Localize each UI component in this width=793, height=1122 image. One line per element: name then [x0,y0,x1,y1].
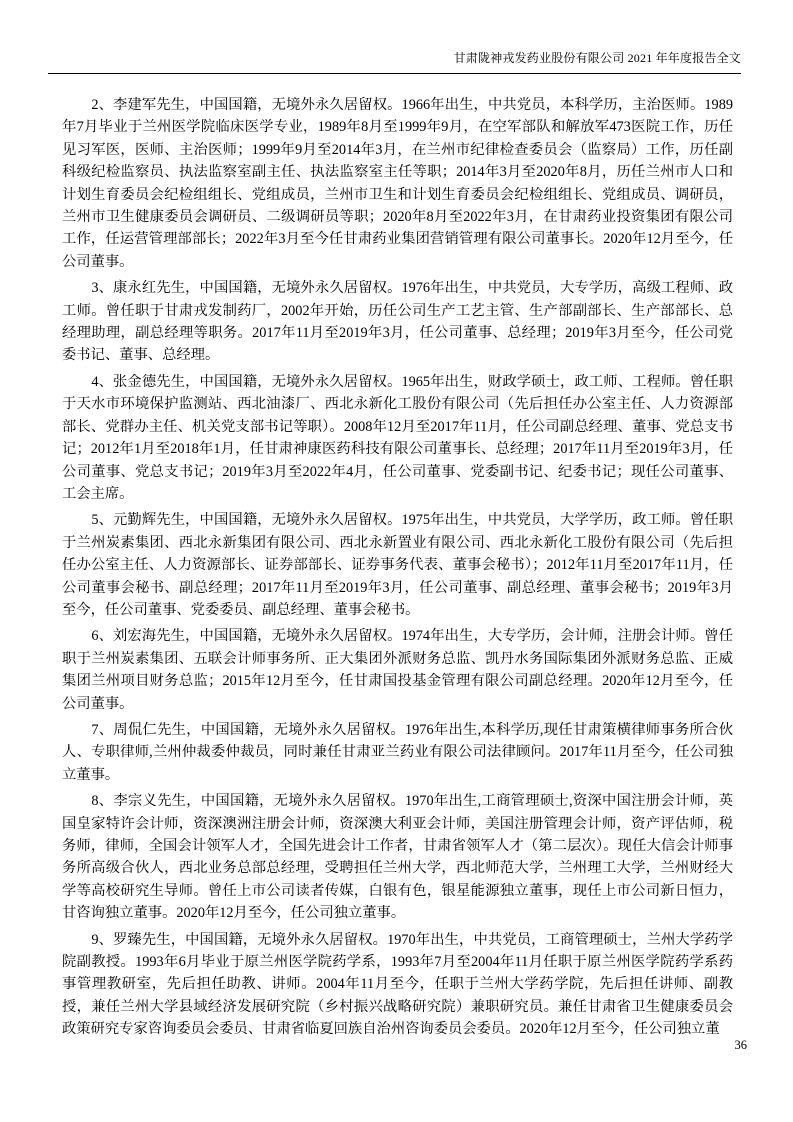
bio-paragraph-zhou-kanren: 7、周侃仁先生，中国国籍，无境外永久居留权。1976年出生,本科学历,现任甘肃策横律师事务所合伙人、专职律师,兰州仲裁委仲裁员，同时兼任甘肃亚兰药业有限公司法律顾问。2017年11月至今，任公司独立董事。 [62,721,733,783]
bio-paragraph-luo-zhen: 9、罗臻先生，中国国籍，无境外永久居留权。1970年出生，中共党员，工商管理硕士，兰州大学药学院副教授。1993年6月毕业于原兰州医学院药学系，1993年7月至2004年11月任职于原兰州医学院药学系药事管理教研室，先后担任助教、讲师。2004年11月至今，任职于兰州大学药学院，先后担任讲师、副教授，兼任兰州大学县域经济发展研究院（乡村振兴战略研究院）兼职研究员。兼任甘肃省卫生健康委员会政策研究专家咨询委员会委员、甘肃省临夏回族自治州咨询委员会委员。2020年12月至今，任公司独立董 [62,931,733,1038]
bio-paragraph-liu-honghai: 6、刘宏海先生，中国国籍，无境外永久居留权。1974年出生，大专学历，会计师，注册会计师。曾任职于兰州炭素集团、五联会计师事务所、正大集团外派财务总监、凯丹水务国际集团外派财务总监、正威集团兰州项目财务总监；2015年12月至今，任甘肃国投基金管理有限公司副总经理。2020年12月至今，任公司董事。 [62,628,733,712]
bio-paragraph-yuan-qinhui: 5、元勤辉先生，中国国籍，无境外永久居留权。1975年出生，中共党员，大学学历，政工师。曾任职于兰州炭素集团、西北永新集团有限公司、西北永新置业有限公司、西北永新化工股份有限公司（先后担任办公室主任、人力资源部长、证券部部长、证券事务代表、董事会秘书）；2012年11月至2017年11月，任公司董事会秘书、副总经理；2017年11月至2019年3月，任公司董事、副总经理、董事会秘书；2019年3月至今，任公司董事、党委委员、副总经理、董事会秘书。 [62,512,733,618]
bio-paragraph-li-zongyi: 8、李宗义先生，中国国籍，无境外永久居留权。1970年出生,工商管理硕士,资深中国注册会计师，英国皇家特许会计师，资深澳洲注册会计师，资深澳大利亚会计师，美国注册管理会计师，资产评估师，税务师，律师，全国会计领军人才，全国先进会计工作者，甘肃省领军人才（第二层次）。现任大信会计师事务所高级合伙人，西北业务总部总经理，受聘担任兰州大学，西北师范大学，兰州理工大学，兰州财经大学等高校研究生导师。曾任上市公司读者传媒，白银有色，银星能源独立董事，现任上市公司新日恒力，甘咨询独立董事。2020年12月至今，任公司独立董事。 [62,793,733,922]
bio-paragraph-zhang-jinde: 4、张金德先生，中国国籍，无境外永久居留权。1965年出生，财政学硕士，政工师、工程师。曾任职于天水市环境保护监测站、西北油漆厂、西北永新化工股份有限公司（先后担任办公室主任、人力资源部部长、党群办主任、机关党支部书记等职）。2008年12月至2017年11月，任公司副总经理、董事、党总支书记；2012年1月至2018年1月，任甘肃神康医药科技有限公司董事长、总经理；2017年11月至2019年3月，任公司董事、党总支书记；2019年3月至2022年4月，任公司董事、党委副书记、纪委书记；现任公司董事、工会主席。 [62,373,733,502]
bio-paragraph-kang-yonghong: 3、康永红先生，中国国籍，无境外永久居留权。1976年出生，中共党员，大专学历，高级工程师、政工师。曾任职于甘肃戎发制药厂，2002年开始，历任公司生产工艺主管、生产部副部长、生产部部长、总经理助理，副总经理等职务。2017年11月至2019年3月，任公司董事、总经理；2019年3月至今，任公司党委书记、董事、总经理。 [62,280,733,364]
page-header [48,50,741,74]
bio-paragraph-li-jianjun: 2、李建军先生，中国国籍，无境外永久居留权。1966年出生，中共党员，本科学历，主治医师。1989年7月毕业于兰州医学院临床医学专业，1989年8月至1999年9月，在空军部队和解放军473医院工作，历任见习军医，医师、主治医师；1999年9月至2014年3月，在兰州市纪律检查委员会（监察局）工作，历任副科级纪检监察员、执法监察室副主任、执法监察室主任等职；2014年3月至2020年8月，历任兰州市人口和计划生育委员会纪检组组长、党组成员，兰州市卫生和计划生育委员会纪检组组长、党组成员、调研员，兰州市卫生健康委员会调研员、二级调研员等职；2020年8月至2022年3月，在甘肃药业投资集团有限公司工作，任运营管理部部长；2022年3月至今任甘肃药业集团营销管理有限公司董事长。2020年12月至今，任公司董事。 [62,97,733,270]
report-header-title: 甘肃陇神戎发药业股份有限公司 2021 年年度报告全文 [453,51,741,65]
page-number: 36 [734,1038,747,1052]
report-body [62,94,733,1041]
